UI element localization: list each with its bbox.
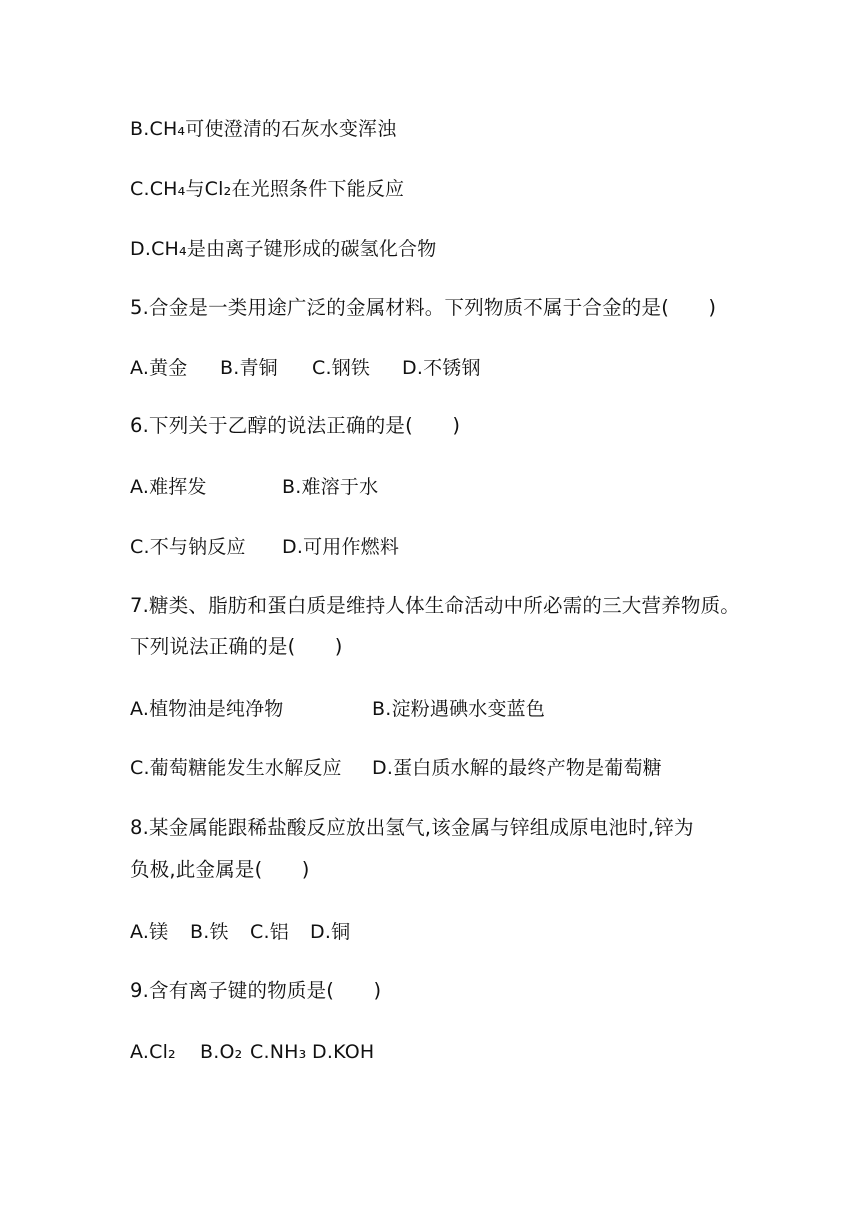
question-5-stem: 5.合金是一类用途广泛的金属材料。下列物质不属于合金的是( )	[130, 296, 717, 319]
q8-option-b: B.铁	[190, 921, 229, 943]
q7-option-a: A.植物油是纯净物	[130, 698, 284, 720]
q7-option-c: C.葡萄糖能发生水解反应	[130, 757, 342, 779]
q9-option-d: D.KOH	[312, 1041, 375, 1063]
q7-option-b: B.淀粉遇碘水变蓝色	[372, 698, 546, 720]
q9-option-b: B.O₂	[200, 1041, 243, 1063]
q6-option-a: A.难挥发	[130, 476, 207, 498]
option-b-ch4-limewater: B.CH₄可使澄清的石灰水变浑浊	[130, 118, 397, 140]
q6-option-d: D.可用作燃料	[282, 536, 400, 558]
q5-option-d: D.不锈钢	[402, 357, 481, 379]
question-8-stem-line2: 负极,此金属是( )	[130, 858, 310, 881]
question-9-options	[130, 1040, 730, 1064]
q9-option-c: C.NH₃	[250, 1041, 307, 1063]
q8-option-a: A.镁	[130, 921, 169, 943]
q5-option-b: B.青铜	[220, 357, 278, 379]
question-7-stem-line2: 下列说法正确的是( )	[130, 635, 343, 658]
q5-option-c: C.钢铁	[312, 357, 371, 379]
q8-option-c: C.铝	[250, 921, 289, 943]
q6-option-c: C.不与钠反应	[130, 536, 246, 558]
question-6-options-row1	[130, 475, 730, 499]
question-8-options	[130, 920, 730, 944]
question-7-stem-line1: 7.糖类、脂肪和蛋白质是维持人体生命活动中所必需的三大营养物质。	[130, 594, 741, 617]
q6-option-b: B.难溶于水	[282, 476, 379, 498]
q9-option-a: A.Cl₂	[130, 1041, 176, 1063]
question-7-options-row1	[130, 697, 730, 721]
question-7-options-row2	[130, 756, 730, 780]
option-d-ch4-ionic: D.CH₄是由离子键形成的碳氢化合物	[130, 238, 437, 260]
question-9-stem: 9.含有离子键的物质是( )	[130, 979, 382, 1002]
option-c-ch4-cl2-light: C.CH₄与Cl₂在光照条件下能反应	[130, 178, 405, 200]
q5-option-a: A.黄金	[130, 357, 188, 379]
q7-option-d: D.蛋白质水解的最终产物是葡萄糖	[372, 757, 662, 779]
q8-option-d: D.铜	[310, 921, 351, 943]
question-5-options	[130, 356, 730, 380]
question-6-stem: 6.下列关于乙醇的说法正确的是( )	[130, 414, 461, 437]
question-8-stem-line1: 8.某金属能跟稀盐酸反应放出氢气,该金属与锌组成原电池时,锌为	[130, 816, 694, 839]
question-6-options-row2	[130, 535, 730, 559]
